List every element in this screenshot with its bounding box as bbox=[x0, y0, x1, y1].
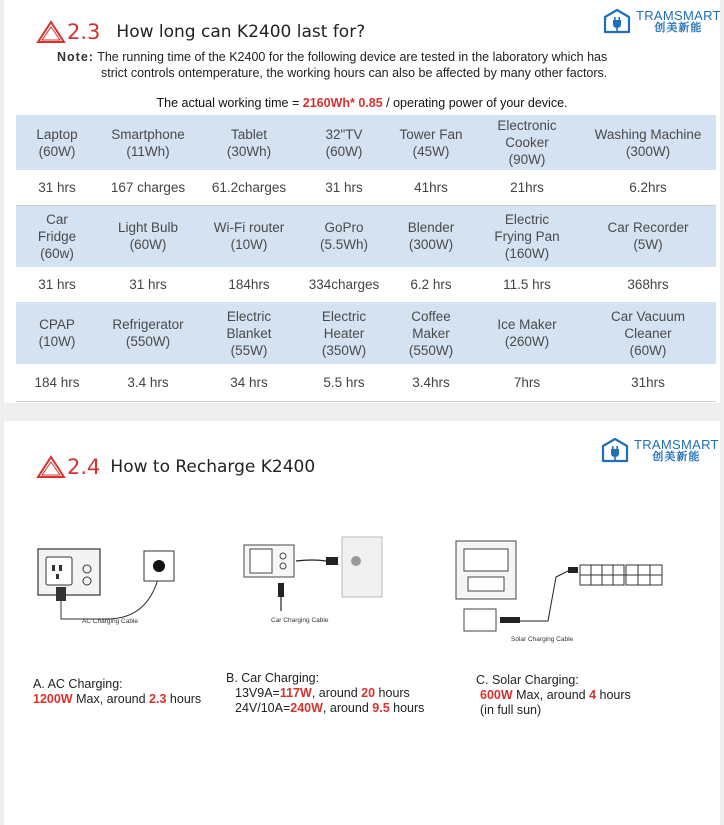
brand-logo bbox=[600, 437, 719, 464]
device-cell: 32"TV (60W) bbox=[300, 115, 388, 170]
device-cell: Electric Heater (350W) bbox=[300, 302, 388, 364]
solar-title: C. Solar Charging: bbox=[476, 673, 579, 687]
section-title: How long can K2400 last for? bbox=[116, 22, 366, 42]
device-cell: Tower Fan (45W) bbox=[388, 115, 474, 170]
runtime-cell: 41hrs bbox=[388, 170, 474, 205]
car-charging-text bbox=[226, 671, 424, 715]
device-cell: CPAP (10W) bbox=[16, 302, 98, 364]
runtime-cell: 31hrs bbox=[580, 364, 716, 401]
runtime-cell: 31 hrs bbox=[16, 267, 98, 302]
page-section-recharge bbox=[4, 421, 720, 825]
device-cell: Laptop (60W) bbox=[16, 115, 98, 170]
solar-charging-text bbox=[476, 673, 631, 717]
solar-charging-diagram bbox=[448, 537, 668, 642]
device-cell: Refrigerator (550W) bbox=[98, 302, 198, 364]
formula-suffix: / operating power of your device. bbox=[382, 96, 568, 110]
runtime-formula bbox=[4, 96, 720, 110]
page-section-runtime bbox=[4, 0, 720, 403]
brand-logo bbox=[602, 8, 721, 35]
formula-value: 2160Wh* 0.85 bbox=[302, 96, 383, 110]
solar-note: (in full sun) bbox=[480, 703, 542, 717]
runtime-cell: 6.2 hrs bbox=[388, 267, 474, 302]
section-heading-recharge bbox=[36, 455, 315, 479]
solar-cable-label: Solar Charging Cable bbox=[511, 636, 574, 643]
runtime-cell: 61.2charges bbox=[198, 170, 300, 205]
runtime-cell: 6.2hrs bbox=[580, 170, 716, 205]
car-detail-13v: 13V9A=117W, around 20 hours bbox=[235, 686, 410, 700]
ac-charging-diagram bbox=[32, 541, 192, 641]
section-number: 2.4 bbox=[67, 455, 101, 479]
device-cell: Car Fridge (60w) bbox=[16, 205, 98, 267]
runtime-cell: 31 hrs bbox=[300, 170, 388, 205]
runtime-cell: 5.5 hrs bbox=[300, 364, 388, 401]
runtime-cell: 184hrs bbox=[198, 267, 300, 302]
section-heading-runtime bbox=[36, 20, 365, 44]
device-runtime-table bbox=[16, 115, 716, 402]
device-cell: Coffee Maker (550W) bbox=[388, 302, 474, 364]
device-cell: Car Vacuum Cleaner (60W) bbox=[580, 302, 716, 364]
brand-name-cn: 创美新能 bbox=[654, 21, 703, 34]
device-cell: Wi-Fi router (10W) bbox=[198, 205, 300, 267]
formula-prefix: The actual working time = bbox=[156, 96, 303, 110]
device-cell: Electronic Cooker (90W) bbox=[474, 115, 580, 170]
device-cell: Tablet (30Wh) bbox=[198, 115, 300, 170]
runtime-cell: 334charges bbox=[300, 267, 388, 302]
runtime-cell: 167 charges bbox=[98, 170, 198, 205]
car-charging-diagram bbox=[238, 529, 398, 629]
plug-logo-icon bbox=[602, 8, 632, 35]
car-detail-24v: 24V/10A=240W, around 9.5 hours bbox=[235, 701, 425, 715]
ac-charging-text bbox=[33, 677, 201, 706]
device-cell: Electric Blanket (55W) bbox=[198, 302, 300, 364]
warning-triangle-icon bbox=[36, 455, 66, 479]
runtime-cell: 7hrs bbox=[474, 364, 580, 401]
runtime-row bbox=[16, 170, 716, 205]
note-label: Note: bbox=[57, 50, 94, 64]
device-row bbox=[16, 205, 716, 267]
plug-logo-icon bbox=[600, 437, 630, 464]
runtime-cell: 3.4hrs bbox=[388, 364, 474, 401]
warning-triangle-icon bbox=[36, 20, 66, 44]
runtime-cell: 11.5 hrs bbox=[474, 267, 580, 302]
device-cell: GoPro (5.5Wh) bbox=[300, 205, 388, 267]
device-cell: Electric Frying Pan (160W) bbox=[474, 205, 580, 267]
runtime-cell: 368hrs bbox=[580, 267, 716, 302]
device-cell: Light Bulb (60W) bbox=[98, 205, 198, 267]
brand-name-en: TRAMSMART bbox=[634, 436, 719, 452]
ac-detail: 1200W Max, around 2.3 hours bbox=[33, 692, 202, 706]
device-row bbox=[16, 115, 716, 170]
ac-cable-label: AC Charging Cable bbox=[82, 618, 139, 625]
runtime-cell: 31 hrs bbox=[16, 170, 98, 205]
section-number: 2.3 bbox=[67, 20, 101, 44]
runtime-row bbox=[16, 364, 716, 401]
solar-detail: 600W Max, around 4 hours bbox=[480, 688, 631, 702]
runtime-cell: 3.4 hrs bbox=[98, 364, 198, 401]
device-cell: Blender (300W) bbox=[388, 205, 474, 267]
device-cell: Ice Maker (260W) bbox=[474, 302, 580, 364]
brand-name-cn: 创美新能 bbox=[652, 450, 701, 463]
runtime-cell: 21hrs bbox=[474, 170, 580, 205]
device-cell: Washing Machine (300W) bbox=[580, 115, 716, 170]
car-cable-label: Car Charging Cable bbox=[271, 617, 329, 624]
car-title: B. Car Charging: bbox=[226, 671, 320, 685]
note-line-1: The running time of the K2400 for the following device are tested in the laboratory which has bbox=[97, 50, 608, 64]
runtime-cell: 184 hrs bbox=[16, 364, 98, 401]
brand-name-en: TRAMSMART bbox=[636, 7, 721, 23]
note-paragraph bbox=[57, 49, 677, 81]
device-row bbox=[16, 302, 716, 364]
device-cell: Car Recorder (5W) bbox=[580, 205, 716, 267]
note-line-2: strict controls ontemperature, the working hours can also be affected by many other factors. bbox=[101, 66, 608, 80]
runtime-row bbox=[16, 267, 716, 302]
runtime-cell: 31 hrs bbox=[98, 267, 198, 302]
ac-title: A. AC Charging: bbox=[33, 677, 123, 691]
runtime-cell: 34 hrs bbox=[198, 364, 300, 401]
device-cell: Smartphone (11Wh) bbox=[98, 115, 198, 170]
section-title: How to Recharge K2400 bbox=[110, 457, 316, 477]
